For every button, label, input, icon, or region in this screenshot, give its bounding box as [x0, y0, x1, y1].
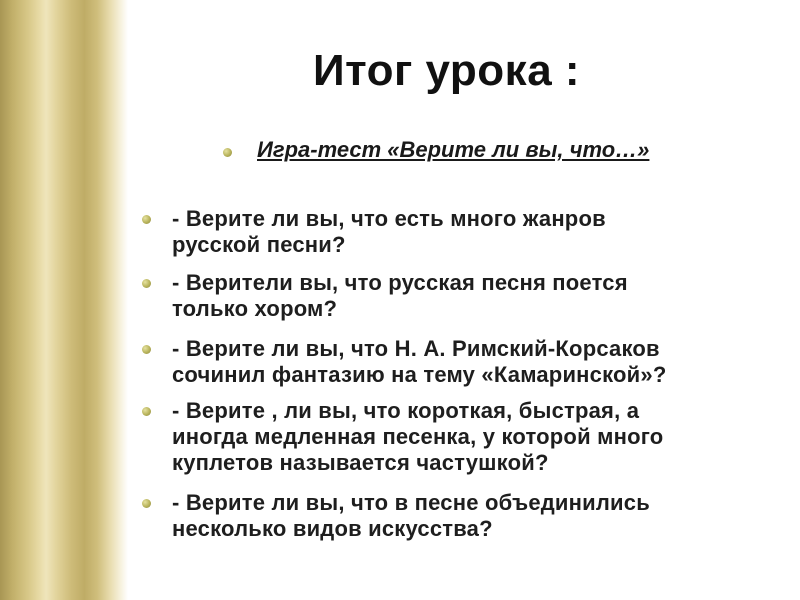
question-text: - Верите ли вы, что есть много жанров русской песни? — [172, 206, 606, 257]
question-text: - Верите ли вы, что Н. А. Римский-Корсаков сочинил фантазию на тему «Камаринской»? — [172, 336, 667, 387]
question-text: - Верите ли вы, что в песне объединились несколько видов искусства? — [172, 490, 650, 541]
decorative-gold-band — [0, 0, 128, 600]
question-item — [142, 336, 666, 388]
bullet-icon — [142, 279, 151, 288]
question-item — [142, 490, 650, 542]
bullet-icon — [142, 407, 151, 416]
question-text: - Верители вы, что русская песня поется только хором? — [172, 270, 628, 321]
slide-content — [128, 0, 800, 600]
bullet-icon — [142, 345, 151, 354]
slide-title: Итог урока : — [313, 46, 581, 95]
question-item — [142, 270, 628, 322]
slide-subtitle: Игра-тест «Верите ли вы, что…» — [257, 137, 650, 162]
subtitle-item — [223, 137, 649, 163]
question-text: - Верите , ли вы, что короткая, быстрая, а иногда медленная песенка, у которой много куплетов называется частушкой? — [172, 398, 664, 475]
bullet-icon — [223, 148, 232, 157]
question-item — [142, 206, 606, 258]
bullet-icon — [142, 499, 151, 508]
question-item — [142, 398, 663, 476]
bullet-icon — [142, 215, 151, 224]
